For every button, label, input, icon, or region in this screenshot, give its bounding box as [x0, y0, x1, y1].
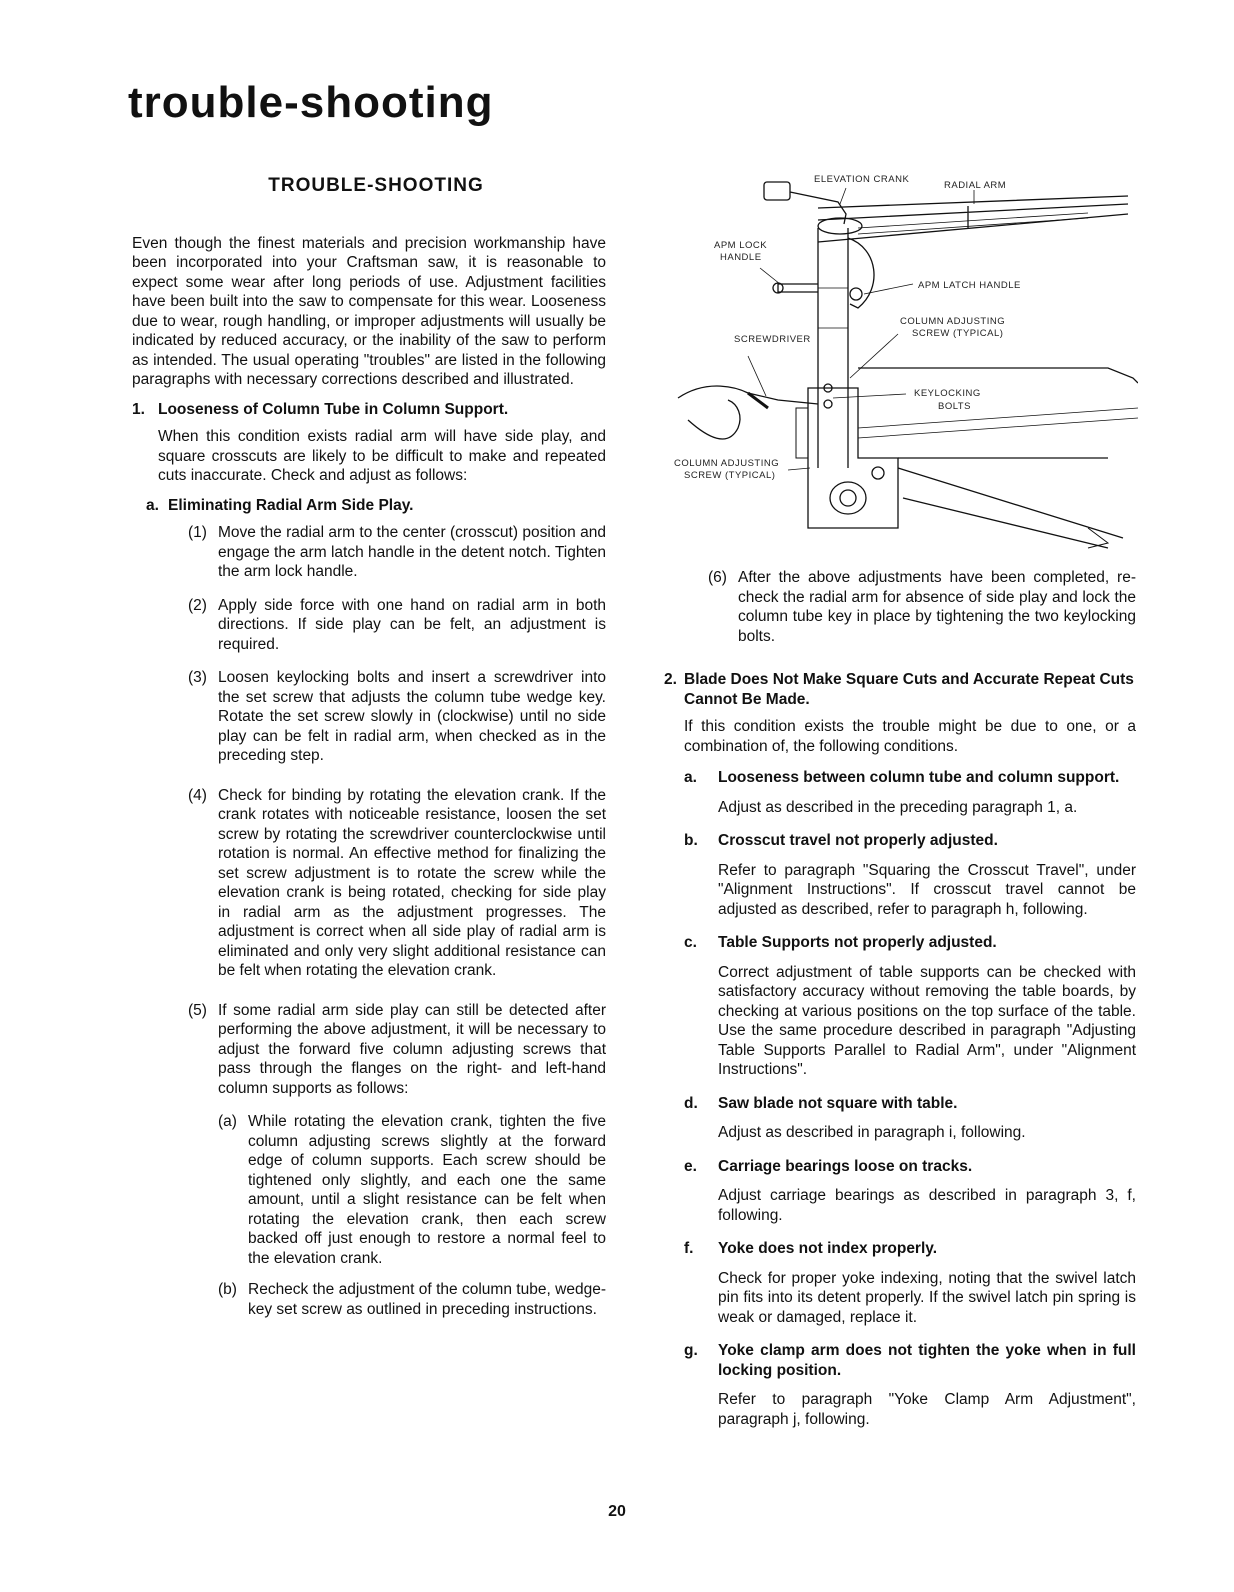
step-text: Check for binding by rotating the elevation crank. If the crank rotates with noticeable resistance, loosen the set screw by rotating the screwdriver counterclockwise until rotation is normal. An effective method for finalizing the set screw adjustment is to rotate the screw while the elevation crank is being rotated, checking for side play in radial arm as the adjustment progresses. The adjustment is correct when all side play of radial arm is eliminated and only very slight additional resistance can be felt when rotating the elevation crank.: [218, 786, 606, 979]
crank-knob-drawing: [764, 182, 790, 200]
substep-letter: (b): [218, 1281, 237, 1298]
item-1-heading: [132, 400, 606, 420]
item-1a-letter: a.: [146, 496, 159, 514]
sub-title: Looseness between column tube and column support.: [718, 769, 1120, 786]
item-2-heading: [664, 670, 1136, 709]
step-text: Move the radial arm to the center (crosscut) position and engage the arm latch handle in the detent notch. Tighten the arm lock handle.: [218, 524, 606, 580]
sub-letter: b.: [684, 832, 698, 849]
page-number: 20: [608, 1503, 626, 1520]
item-1-title: Looseness of Column Tube in Column Support.: [158, 400, 509, 418]
sub-title: Carriage bearings loose on tracks.: [718, 1157, 973, 1175]
item-1a-heading: [146, 496, 606, 516]
sub-letter: d.: [684, 1094, 698, 1112]
item-2e-body: Adjust carriage bearings as described in paragraph 3, f, following.: [718, 1187, 1136, 1224]
screwdriver-drawing: [678, 386, 818, 404]
item-1a-title: Eliminating Radial Arm Side Play.: [168, 496, 414, 514]
step-number: (6): [708, 569, 727, 586]
column-support-drawing: [808, 388, 898, 528]
step-number: (2): [188, 596, 207, 614]
step-4: [188, 786, 606, 981]
item-1-number: 1.: [132, 400, 145, 418]
label-arm-lock-1: APM LOCK: [714, 240, 768, 251]
substep-a: [218, 1112, 606, 1268]
item-2a-body: Adjust as described in the preceding paragraph 1, a.: [718, 798, 1078, 816]
step-text: Loosen keylocking bolts and insert a screwdriver into the set screw that adjusts the column tube wedge key. Rotate the set screw slowly in (clockwise) until no side play can be felt in radial arm, when checked as in the preceding step.: [218, 669, 606, 764]
label-column-screw-b1: COLUMN ADJUSTING: [674, 458, 780, 469]
label-arm-lock-2: HANDLE: [720, 252, 762, 263]
item-2g-body: Refer to paragraph "Yoke Clamp Arm Adjustment", paragraph j, following.: [718, 1391, 1136, 1428]
substep-b: [218, 1280, 606, 1319]
sub-letter: e.: [684, 1157, 697, 1175]
sub-title: Yoke clamp arm does not tighten the yoke when in full locking position.: [718, 1342, 1136, 1379]
step-2: [188, 596, 606, 655]
item-2b-body: Refer to paragraph "Squaring the Crosscut Travel", under "Alignment Instructions". If crosscut travel cannot be adjusted as described, refer to paragraph h, following.: [718, 861, 1136, 918]
sub-letter: c.: [684, 934, 697, 951]
item-2a-heading: [684, 768, 1136, 788]
substep-letter: (a): [218, 1113, 237, 1130]
item-2-title: Blade Does Not Make Square Cuts and Accurate Repeat Cuts Cannot Be Made.: [684, 671, 1134, 708]
hand-drawing: [688, 400, 740, 439]
sub-letter: f.: [684, 1240, 694, 1257]
item-2g-heading: [684, 1341, 1136, 1380]
sub-title: Table Supports not properly adjusted.: [718, 934, 997, 951]
sub-title: Saw blade not square with table.: [718, 1094, 958, 1112]
sub-title: Yoke does not index properly.: [718, 1240, 938, 1257]
item-2d-body: Adjust as described in paragraph i, following.: [718, 1124, 1026, 1141]
label-column-screw-b2: SCREW (TYPICAL): [684, 470, 776, 481]
step-number: (5): [188, 1001, 207, 1019]
sub-letter: a.: [684, 769, 697, 786]
table-drawing: [858, 368, 1138, 548]
substep-text: Recheck the adjustment of the column tube, wedge-key set screw as outlined in preceding instructions.: [248, 1281, 606, 1318]
label-arm-latch-handle: APM LATCH HANDLE: [918, 280, 1021, 291]
label-radial-arm: RADIAL ARM: [944, 180, 1007, 191]
substep-text: While rotating the elevation crank, tighten the five column adjusting screws slightly at the forward edge of column supports. Each screw should be tightened only slightly, and each one the same amount, until a slight resistance can be felt when rotating the elevation crank, then each screw backed off just enough to restore a normal feel to the elevation crank.: [248, 1113, 606, 1267]
left-column: [132, 176, 606, 1331]
arm-lock-handle-drawing: [778, 284, 818, 292]
label-elevation-crank: ELEVATION CRANK: [814, 174, 910, 185]
step-3: [188, 668, 606, 766]
label-keylocking-1: KEYLOCKING: [914, 388, 981, 399]
item-2b-heading: [684, 831, 1136, 851]
step-1: [188, 523, 606, 582]
intro-paragraph: Even though the finest materials and precision workmanship have been incorporated into your Craftsman saw, it is reasonable to expect some wear after long periods of use. Adjustment facilities have been built into the saw to compensate for this wear. Looseness due to wear, rough handling, or improper adjustments will usually be indicated by reduced accuracy, or the inability of the saw to perform as intended. The usual operating "troubles" are listed in the following paragraphs with necessary corrections described and illustrated.: [132, 234, 606, 388]
item-2d-heading: [684, 1094, 1136, 1114]
saw-illustration: [668, 168, 1138, 558]
label-column-screw-2: SCREW (TYPICAL): [912, 328, 1004, 339]
radial-arm-saw-figure: [668, 168, 1138, 558]
item-2e-heading: [684, 1157, 1136, 1177]
step-number: (3): [188, 669, 207, 686]
radial-arm-drawing: [818, 196, 1128, 242]
step-number: (4): [188, 786, 207, 804]
step-6: [708, 568, 1136, 646]
item-1-body: When this condition exists radial arm will have side play, and square crosscuts are likely to be difficult to make and repeated cuts inaccurate. Check and adjust as follows:: [158, 428, 606, 484]
sub-title: Crosscut travel not properly adjusted.: [718, 832, 998, 849]
item-2c-heading: [684, 933, 1136, 953]
section-title: TROUBLE-SHOOTING: [268, 175, 484, 196]
item-2-number: 2.: [664, 671, 677, 688]
label-keylocking-2: BOLTS: [938, 401, 971, 412]
page-heading: trouble-shooting: [128, 78, 494, 127]
step-number: (1): [188, 524, 207, 541]
item-2f-body: Check for proper yoke indexing, noting that the swivel latch pin fits into its detent properly. If the swivel latch pin spring is weak or damaged, replace it.: [718, 1269, 1136, 1326]
step-5: [188, 1001, 606, 1099]
column-tube-drawing: [818, 228, 848, 468]
item-2f-heading: [684, 1239, 1136, 1259]
step-text: If some radial arm side play can still be detected after performing the above adjustment, it will be necessary to adjust the forward five column adjusting screws that pass through the flanges on the right- and left-hand column supports as follows:: [218, 1001, 606, 1097]
right-column: [664, 568, 1136, 1443]
sub-letter: g.: [684, 1342, 698, 1359]
step-text: Apply side force with one hand on radial arm in both directions. If side play can be felt, an adjustment is required.: [218, 596, 606, 653]
item-2-body: If this condition exists the trouble might be due to one, or a combination of, the following conditions.: [684, 718, 1136, 755]
label-column-screw-1: COLUMN ADJUSTING: [900, 316, 1006, 327]
label-screwdriver: SCREWDRIVER: [734, 334, 811, 345]
item-2c-body: Correct adjustment of table supports can be checked with satisfactory accuracy without removing the table boards, by checking at various positions on the top surface of the table. Use the same procedure described in paragraph "Adjusting Table Supports Parallel to Radial Arm", under "Alignment Instructions".: [718, 963, 1136, 1078]
step-text: After the above adjustments have been completed, re-check the radial arm for absence of side play and lock the column tube key in place by tightening the two keylocking bolts.: [738, 569, 1136, 645]
